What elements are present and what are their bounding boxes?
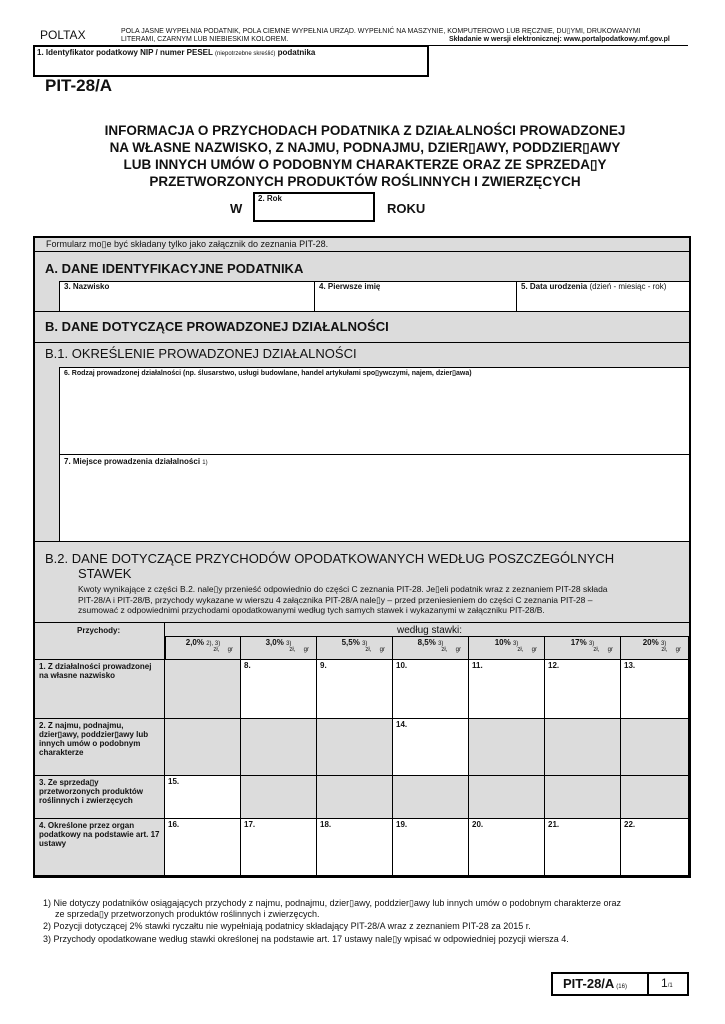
income-cell-r2-c1 [165, 719, 241, 776]
nip-pesel-label: 1. Identyfikator podatkowy NIP / numer PESEL (niepotrzebne skreślić) podatnika [37, 48, 316, 57]
section-b-title: B. DANE DOTYCZĄCE PROWADZONEJ DZIAŁALNOŚCI [45, 319, 389, 334]
income-table [35, 623, 689, 876]
rate-header-1: 3,0% 3) zł, gr [241, 637, 317, 660]
row-label-4: 4. Określone przez organ podatkowy na podstawie art. 17 ustawy [35, 819, 165, 876]
activity-place-label: 7. Miejsce prowadzenia działalności 1) [64, 457, 208, 466]
footer-page: 1/1 [661, 976, 673, 990]
title-line-1: INFORMACJA O PRZYCHODACH PODATNIKA Z DZIAŁALNOŚCI PROWADZONEJ [104, 123, 626, 138]
b2-note-line-2: PIT-28/A i PIT-28/B, przychody wykazane w wierszu 4 załącznika PIT-28/A nale▯y – przed przeniesieniem do części C zeznania PIT-28 – [78, 594, 593, 605]
income-cell-r4-c3[interactable]: 18. [317, 819, 393, 876]
income-cell-r1-c6[interactable]: 12. [545, 660, 621, 719]
income-cell-r3-c4 [393, 776, 469, 819]
income-cell-r2-c7 [621, 719, 689, 776]
footnote-1: 1) Nie dotyczy podatników osiągających przychody z najmu, podnajmu, dzier▯awy, poddzier▯awy lub innych umów o podobnym charakterze oraz [43, 898, 622, 908]
income-cell-r1-c3[interactable]: 9. [317, 660, 393, 719]
section-a-margin [35, 281, 60, 311]
rate-header-6: 20% 3) zł, gr [621, 637, 689, 660]
title-line-3: LUB INNYCH UMÓW O PODOBNYM CHARAKTERZE ORAZ ZE SPRZEDA▯Y [123, 157, 607, 172]
income-cell-r1-c1 [165, 660, 241, 719]
b2-note-line-1: Kwoty wynikające z części B.2. nale▯y przenieść odpowiednio do części C zeznania PIT-28. Je▯eli podatnik wraz z zeznaniem PIT-28 składa [78, 584, 608, 594]
income-cell-r2-c3 [317, 719, 393, 776]
income-cell-r3-c7 [621, 776, 689, 819]
footnote-2: 2) Pozycji dotyczącej 2% stawki ryczałtu nie wypełniają podatnicy składający PIT-28/A wraz z zeznaniem PIT-28 za 2015 r. [43, 921, 531, 931]
form-code: PIT-28/A [45, 76, 113, 95]
year-prefix: W [230, 201, 243, 216]
income-cell-r1-c4[interactable]: 10. [393, 660, 469, 719]
surname-label: 3. Nazwisko [64, 282, 110, 291]
first-name-label: 4. Pierwsze imię [319, 282, 381, 291]
income-cell-r3-c6 [545, 776, 621, 819]
income-cell-r2-c4[interactable]: 14. [393, 719, 469, 776]
rate-header-2: 5,5% 3) zł, gr [317, 637, 393, 660]
rate-header-5: 17% 3) zł, gr [545, 637, 621, 660]
income-cell-r3-c1[interactable]: 15. [165, 776, 241, 819]
przychody-label: Przychody: [77, 626, 121, 635]
income-cell-r1-c7[interactable]: 13. [621, 660, 689, 719]
e-filing-info: Składanie w wersji elektronicznej: www.portalpodatkowy.mf.gov.pl [449, 36, 670, 43]
activity-place-field[interactable] [60, 455, 689, 541]
income-cell-r4-c4[interactable]: 19. [393, 819, 469, 876]
b2-note [78, 584, 608, 616]
b1-title: B.1. OKREŚLENIE PROWADZONEJ DZIAŁALNOŚCI [45, 346, 357, 361]
title-line-2: NA WŁASNE NAZWISKO, Z NAJMU, PODNAJMU, DZIER▯AWY, PODDZIER▯AWY [109, 140, 621, 155]
rate-header-0: 2,0% 2), 3) zł, gr [165, 637, 241, 660]
row-label-2: 2. Z najmu, podnajmu, dzier▯awy, poddzier▯awy lub innych umów o podobnym charakterze [35, 719, 165, 776]
section-a-title: A. DANE IDENTYFIKACYJNE PODATNIKA [45, 261, 304, 276]
birth-date-label: 5. Data urodzenia (dzień - miesiąc - rok) [521, 282, 667, 291]
income-cell-r3-c2 [241, 776, 317, 819]
title-line-4: PRZETWORZONYCH PRODUKTÓW ROŚLINNYCH I ZWIERZĘCYCH [149, 174, 581, 189]
form-title [60, 122, 670, 190]
footnote-1-cont: ze sprzeda▯y przetworzonych produktów roślinnych i zwierzęcych. [55, 909, 320, 919]
row-label-3: 3. Ze sprzeda▯y przetworzonych produktów roślinnych i zwierzęcych [35, 776, 165, 819]
income-cell-r4-c5[interactable]: 20. [469, 819, 545, 876]
footnote-3: 3) Przychody opodatkowane według stawki określonej na podstawie art. 17 ustawy nale▯y wpisać w odpowiedniej pozycji wiersza 4. [43, 934, 569, 944]
income-cell-r2-c6 [545, 719, 621, 776]
income-cell-r4-c7[interactable]: 22. [621, 819, 689, 876]
activity-type-field[interactable] [60, 368, 689, 455]
rate-header-3: 8,5% 3) zł, gr [393, 637, 469, 660]
b2-note-line-3: zsumować z odpowiednimi przychodami opodatkowanymi według tych samych stawek i wykazanymi w załączniku PIT-28/B. [78, 605, 545, 615]
income-cell-r4-c6[interactable]: 21. [545, 819, 621, 876]
wedlug-stawki-label: według stawki: [397, 625, 463, 636]
income-cell-r3-c5 [469, 776, 545, 819]
income-cell-r1-c2[interactable]: 8. [241, 660, 317, 719]
footer-form-code: PIT-28/A (16) [563, 976, 627, 991]
activity-type-label: 6. Rodzaj prowadzonej działalności (np. ślusarstwo, usługi budowlane, handel artykułami spo▯ywczymi, najem, dzier▯awa) [64, 370, 472, 377]
b1-margin [35, 368, 60, 541]
income-cell-r4-c1[interactable]: 16. [165, 819, 241, 876]
income-cell-r1-c5[interactable]: 11. [469, 660, 545, 719]
instructions-line-1: POLA JASNE WYPEŁNIA PODATNIK, POLA CIEMNE WYPEŁNIA URZĄD. WYPEŁNIĆ NA MASZYNIE, KOMPUTEROWO LUB RĘCZNIE, DU▯YMI, DRUKOWANYMI [121, 28, 641, 35]
year-label: 2. Rok [258, 194, 283, 203]
b2-title-2: STAWEK [78, 566, 132, 581]
income-cell-r2-c2 [241, 719, 317, 776]
instructions-line-2: LITERAMI, CZARNYM LUB NIEBIESKIM KOLOREM. [121, 36, 289, 43]
attachment-note: Formularz mo▯e być składany tylko jako załącznik do zeznania PIT-28. [46, 239, 329, 249]
b2-title-1: B.2. DANE DOTYCZĄCE PRZYCHODÓW OPODATKOWANYCH WEDŁUG POSZCZEGÓLNYCH [45, 551, 615, 566]
row-label-1: 1. Z działalności prowadzonej na własne nazwisko [35, 660, 165, 719]
rate-header-4: 10% 3) zł, gr [469, 637, 545, 660]
year-suffix: ROKU [387, 201, 426, 216]
brand-label: POLTAX [40, 28, 86, 42]
income-cell-r2-c5 [469, 719, 545, 776]
income-cell-r4-c2[interactable]: 17. [241, 819, 317, 876]
income-cell-r3-c3 [317, 776, 393, 819]
